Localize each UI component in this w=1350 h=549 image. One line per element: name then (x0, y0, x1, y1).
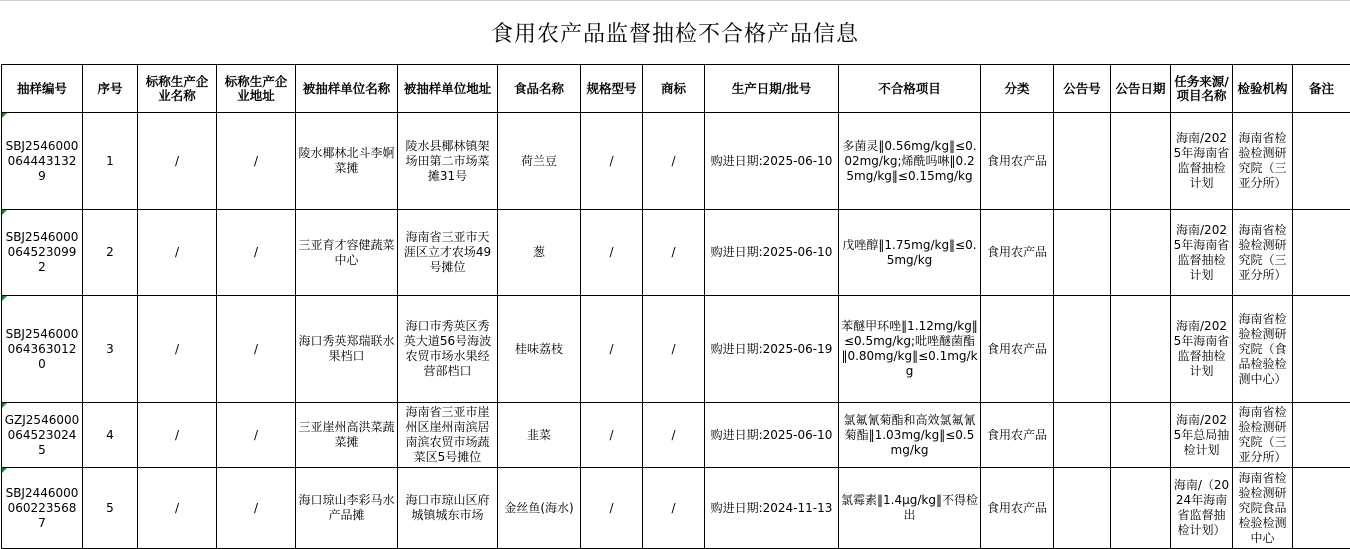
table-cell[interactable]: / (581, 296, 643, 403)
table-cell[interactable]: / (581, 113, 643, 210)
table-cell[interactable]: / (138, 403, 217, 468)
table-cell[interactable]: 桂味荔枝 (498, 296, 581, 403)
table-cell[interactable]: 食用农产品 (981, 468, 1054, 549)
table-cell[interactable]: 三亚崖州高洪菜蔬菜摊 (296, 403, 398, 468)
table-cell[interactable]: 氯氟氰菊酯和高效氯氟氰菊酯‖1.03mg/kg‖≤0.5mg/kg (839, 403, 981, 468)
header-row (2, 65, 1350, 113)
header-cell: 标称生产企业地址 (217, 65, 296, 113)
table-cell[interactable] (1054, 468, 1111, 549)
table-cell[interactable]: 5 (83, 468, 138, 549)
table-cell[interactable]: / (138, 468, 217, 549)
table-cell[interactable] (1111, 403, 1171, 468)
table-cell[interactable]: / (138, 296, 217, 403)
table-cell[interactable]: 氯霉素‖1.4μg/kg‖不得检出 (839, 468, 981, 549)
table-cell[interactable]: SBJ25460000645230992 (2, 210, 83, 296)
header-cell: 分类 (981, 65, 1054, 113)
table-cell[interactable]: 韭菜 (498, 403, 581, 468)
table-cell[interactable]: 金丝鱼(海水) (498, 468, 581, 549)
table-cell[interactable]: 多菌灵‖0.56mg/kg‖≤0.02mg/kg;烯酰吗啉‖0.25mg/kg‖≤0.15mg/kg (839, 113, 981, 210)
table-cell[interactable]: SBJ25460000643630120 (2, 296, 83, 403)
table-cell[interactable]: 海南省检验检测研究院（三亚分所） (1233, 113, 1293, 210)
table-cell[interactable]: 购进日期:2024-11-13 (705, 468, 839, 549)
header-cell: 被抽样单位名称 (296, 65, 398, 113)
table-cell[interactable]: 食用农产品 (981, 296, 1054, 403)
cell-marker-icon (2, 468, 7, 473)
table-cell[interactable]: 购进日期:2025-06-10 (705, 113, 839, 210)
cell-marker-icon (2, 296, 7, 301)
table-cell[interactable]: 陵水椰林北斗李婀菜摊 (296, 113, 398, 210)
table-cell[interactable]: / (643, 113, 705, 210)
table-cell[interactable] (1111, 210, 1171, 296)
table-cell[interactable]: 海南/2025年海南省监督抽检计划 (1171, 113, 1233, 210)
header-cell: 不合格项目 (839, 65, 981, 113)
table-cell[interactable]: / (643, 403, 705, 468)
cell-marker-icon (2, 113, 7, 118)
table-cell[interactable] (1293, 296, 1350, 403)
cell-marker-icon (2, 403, 7, 408)
table-cell[interactable]: / (643, 468, 705, 549)
header-cell: 任务来源/项目名称 (1171, 65, 1233, 113)
table-row (2, 403, 1350, 468)
table-cell[interactable]: 海南/（2024年海南省监督抽检计划） (1171, 468, 1233, 549)
table-row (2, 210, 1350, 296)
table-cell[interactable]: / (643, 210, 705, 296)
table-cell[interactable] (1054, 296, 1111, 403)
table-cell[interactable]: 2 (83, 210, 138, 296)
table-cell[interactable] (1111, 468, 1171, 549)
table-cell[interactable]: 海南省三亚市天涯区立才农场49号摊位 (398, 210, 498, 296)
table-cell[interactable]: / (217, 296, 296, 403)
header-cell: 序号 (83, 65, 138, 113)
page-title: 食用农产品监督抽检不合格产品信息 (0, 0, 1350, 64)
table-cell[interactable]: 1 (83, 113, 138, 210)
table-cell[interactable]: / (217, 468, 296, 549)
table-cell[interactable]: 海南省检验检测研究院（食品检验检测中心） (1233, 296, 1293, 403)
table-cell[interactable]: 3 (83, 296, 138, 403)
table-row (2, 296, 1350, 403)
table-cell[interactable]: 海口市秀英区秀英大道56号海波农贸市场水果经营部档口 (398, 296, 498, 403)
table-cell[interactable] (1293, 468, 1350, 549)
header-cell: 生产日期/批号 (705, 65, 839, 113)
table-cell[interactable] (1054, 403, 1111, 468)
table-row (2, 113, 1350, 210)
header-cell: 食品名称 (498, 65, 581, 113)
table-cell[interactable]: 购进日期:2025-06-19 (705, 296, 839, 403)
header-cell: 公告号 (1054, 65, 1111, 113)
header-cell: 检验机构 (1233, 65, 1293, 113)
table-cell[interactable]: 戊唑醇‖1.75mg/kg‖≤0.5mg/kg (839, 210, 981, 296)
header-cell: 抽样编号 (2, 65, 83, 113)
table-cell[interactable]: 海南省检验检测研究院（三亚分所） (1233, 210, 1293, 296)
table-cell[interactable]: 食用农产品 (981, 113, 1054, 210)
table-cell[interactable]: 陵水县椰林镇架场田第二市场菜摊31号 (398, 113, 498, 210)
table-row (2, 468, 1350, 549)
table-cell[interactable]: / (138, 210, 217, 296)
table-cell[interactable]: 海南省三亚市崖州区崖州南滨居南滨农贸市场蔬菜区5号摊位 (398, 403, 498, 468)
table-cell[interactable] (1293, 210, 1350, 296)
table-cell[interactable]: 荷兰豆 (498, 113, 581, 210)
table-cell[interactable] (1111, 113, 1171, 210)
table-cell[interactable]: 购进日期:2025-06-10 (705, 403, 839, 468)
table-cell[interactable]: 购进日期:2025-06-10 (705, 210, 839, 296)
table-cell[interactable]: 海口秀英郑瑞联水果档口 (296, 296, 398, 403)
table-cell[interactable]: 海南/2025年总局抽检计划 (1171, 403, 1233, 468)
table-cell[interactable]: GZJ25460000645230245 (2, 403, 83, 468)
table-cell[interactable]: / (581, 468, 643, 549)
table-cell[interactable]: 海南省检验检测研究院（三亚分所） (1233, 403, 1293, 468)
table-cell[interactable]: / (217, 403, 296, 468)
table-cell[interactable]: 海南/2025年海南省监督抽检计划 (1171, 296, 1233, 403)
results-table (1, 64, 1350, 549)
table-cell[interactable]: SBJ24460000602235687 (2, 468, 83, 549)
table-cell[interactable]: / (581, 403, 643, 468)
table-cell[interactable]: 葱 (498, 210, 581, 296)
table-cell[interactable]: 4 (83, 403, 138, 468)
cell-marker-icon (2, 210, 7, 215)
header-cell: 规格型号 (581, 65, 643, 113)
table-cell[interactable]: 海口琼山李彩马水产品摊 (296, 468, 398, 549)
header-cell: 商标 (643, 65, 705, 113)
table-cell[interactable]: 海口市琼山区府城镇城东市场 (398, 468, 498, 549)
table-cell[interactable]: 苯醚甲环唑‖1.12mg/kg‖≤0.5mg/kg;吡唑醚菌酯‖0.80mg/kg‖≤0.1mg/kg (839, 296, 981, 403)
table-cell[interactable]: / (217, 113, 296, 210)
header-cell: 被抽样单位地址 (398, 65, 498, 113)
table-cell[interactable] (1054, 210, 1111, 296)
table-cell[interactable]: 食用农产品 (981, 210, 1054, 296)
table-cell[interactable]: SBJ25460000644431329 (2, 113, 83, 210)
table-cell[interactable] (1054, 113, 1111, 210)
table-cell[interactable] (1293, 113, 1350, 210)
table-cell[interactable]: 三亚育才容健蔬菜中心 (296, 210, 398, 296)
table-cell[interactable]: / (217, 210, 296, 296)
table-cell[interactable]: / (643, 296, 705, 403)
header-cell: 标称生产企业名称 (138, 65, 217, 113)
table-cell[interactable] (1111, 296, 1171, 403)
table-cell[interactable]: / (581, 210, 643, 296)
header-cell: 备注 (1293, 65, 1350, 113)
table-cell[interactable]: 海南/2025年海南省监督抽检计划 (1171, 210, 1233, 296)
table-cell[interactable]: 海南省检验检测研究院食品检验检测中心 (1233, 468, 1293, 549)
table-cell[interactable] (1293, 403, 1350, 468)
header-cell: 公告日期 (1111, 65, 1171, 113)
table-cell[interactable]: / (138, 113, 217, 210)
table-cell[interactable]: 食用农产品 (981, 403, 1054, 468)
